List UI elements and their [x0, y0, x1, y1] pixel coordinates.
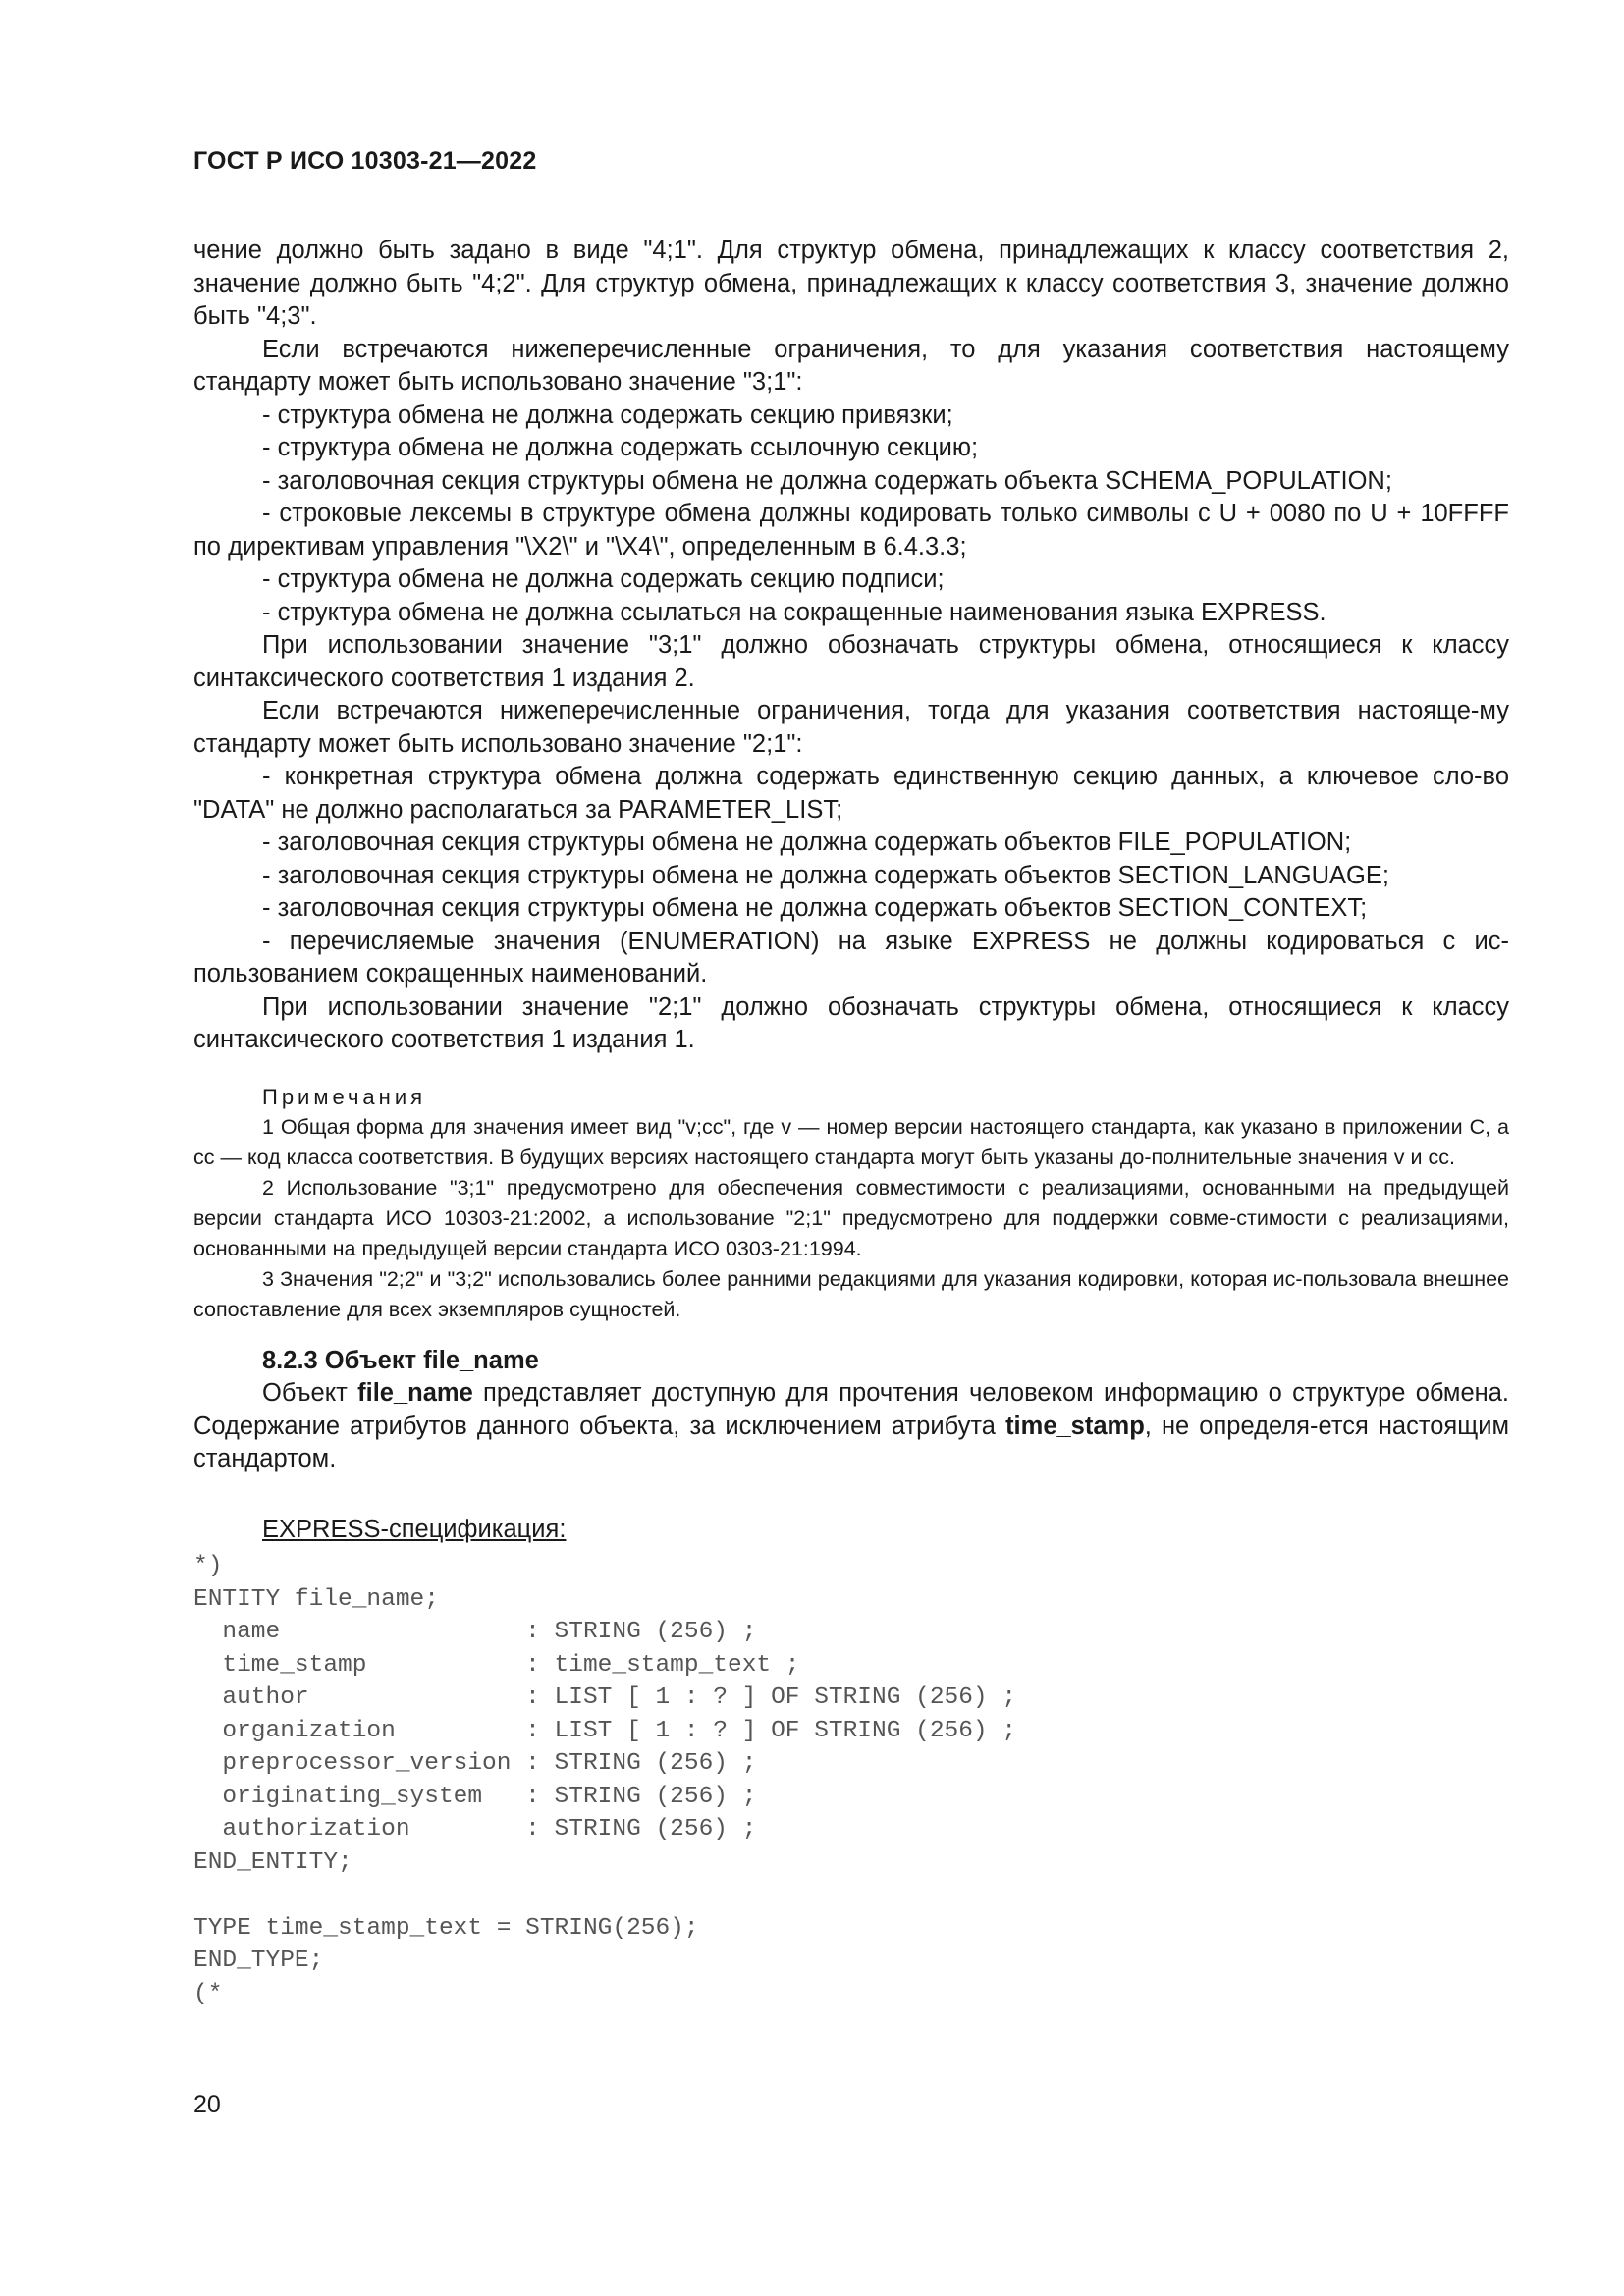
section-heading: 8.2.3 Объект file_name	[262, 1346, 539, 1374]
paragraph: При использовании значение "3;1" должно обозначать структуры обмена, относящиеся к классу синтаксического соответствия 1 издания 2.	[193, 631, 1509, 692]
section-body: Объект file_name представляет доступную для прочтения человеком информацию о структуре обмена. Содержание атрибутов данного объекта, за исключением атрибута time_stamp, не определя-ется настоящим стандартом.	[193, 1379, 1509, 1472]
list-item: - структура обмена не должна содержать ссылочную секцию;	[262, 434, 979, 461]
paragraph: Если встречаются нижеперечисленные ограничения, тогда для указания соответствия настояще-му стандарту может быть использовано значение "2;1":	[193, 697, 1509, 758]
paragraph: Если встречаются нижеперечисленные ограничения, то для указания соответствия настоящему стандарту может быть использовано значение "3;1":	[193, 335, 1509, 396]
list-item: - строковые лексемы в структуре обмена должны кодировать только символы с U + 0080 по U + 10FFFF по директивам управления "\X2\" и "\X4\", определенным в 6.4.3.3;	[193, 500, 1509, 561]
note-item: 3 Значения "2;2" и "3;2" использовались более ранними редакциями для указания кодировки, которая ис-пользовала внешнее сопоставление для всех экземпляров сущностей.	[193, 1266, 1509, 1321]
list-item: - структура обмена не должна ссылаться на сокращенные наименования языка EXPRESS.	[262, 598, 1326, 626]
document-page	[193, 147, 1509, 2010]
list-item: - заголовочная секция структуры обмена не должна содержать объектов FILE_POPULATION;	[262, 828, 1352, 856]
list-item: - конкретная структура обмена должна содержать единственную секцию данных, а ключевое сло-во "DATA" не должно располагаться за PARAMETER_LIST;	[193, 763, 1509, 824]
express-code-entity: *) ENTITY file_name; name : STRING (256) ; time_stamp : time_stamp_text ; author : LIST [ 1 : ? ] OF STRING (256) ; organization : LIST [ 1 : ? ] OF STRING (256) ; preprocessor_version : STRING (256) ; originating_system : STRING (256) ; authorization : STRING (256) ; END_ENTITY;	[193, 1553, 1017, 1876]
paragraph: При использовании значение "2;1" должно обозначать структуры обмена, относящиеся к классу синтаксического соответствия 1 издания 1.	[193, 992, 1509, 1053]
note-item: 2 Использование "3;1" предусмотрено для обеспечения совместимости с реализациями, основанными на предыдущей версии стандарта ИСО 10303-21:2002, а использование "2;1" предусмотрено для поддержки совме-стимости с реализациями, основанными на предыдущей версии стандарта ИСО 0303-21:1994.	[193, 1175, 1509, 1260]
list-item: - структура обмена не должна содержать секцию привязки;	[262, 400, 953, 429]
document-header: ГОСТ Р ИСО 10303-21—2022	[193, 147, 537, 175]
list-item: - заголовочная секция структуры обмена не должна содержать объектов SECTION_CONTEXT;	[262, 894, 1368, 922]
note-item: 1 Общая форма для значения имеет вид "v;cc", где v — номер версии настоящего стандарта, как указано в приложении С, а cc — код класса соответствия. В будущих версиях настоящего стандарта могут быть указаны до-полнительные значения v и cc.	[193, 1114, 1509, 1169]
list-item: - структура обмена не должна содержать секцию подписи;	[262, 565, 945, 593]
list-item: - заголовочная секция структуры обмена не должна содержать объектов SECTION_LANGUAGE;	[262, 861, 1389, 889]
express-spec-label: EXPRESS-спецификация:	[262, 1515, 567, 1543]
page-number: 20	[193, 2091, 221, 2118]
notes-title: Примечания	[262, 1084, 427, 1109]
list-item: - заголовочная секция структуры обмена не должна содержать объекта SCHEMA_POPULATION;	[262, 466, 1392, 495]
express-code-type: TYPE time_stamp_text = STRING(256); END_TYPE; (*	[193, 1914, 699, 2007]
list-item: - перечисляемые значения (ENUMERATION) на языке EXPRESS не должны кодироваться с ис-пользованием сокращенных наименований.	[193, 927, 1509, 988]
paragraph: чение должно быть задано в виде "4;1". Для структур обмена, принадлежащих к классу соответствия 2, значение должно быть "4;2". Для структур обмена, принадлежащих к классу соответствия 3, значение должно быть "4;3".	[193, 237, 1509, 330]
